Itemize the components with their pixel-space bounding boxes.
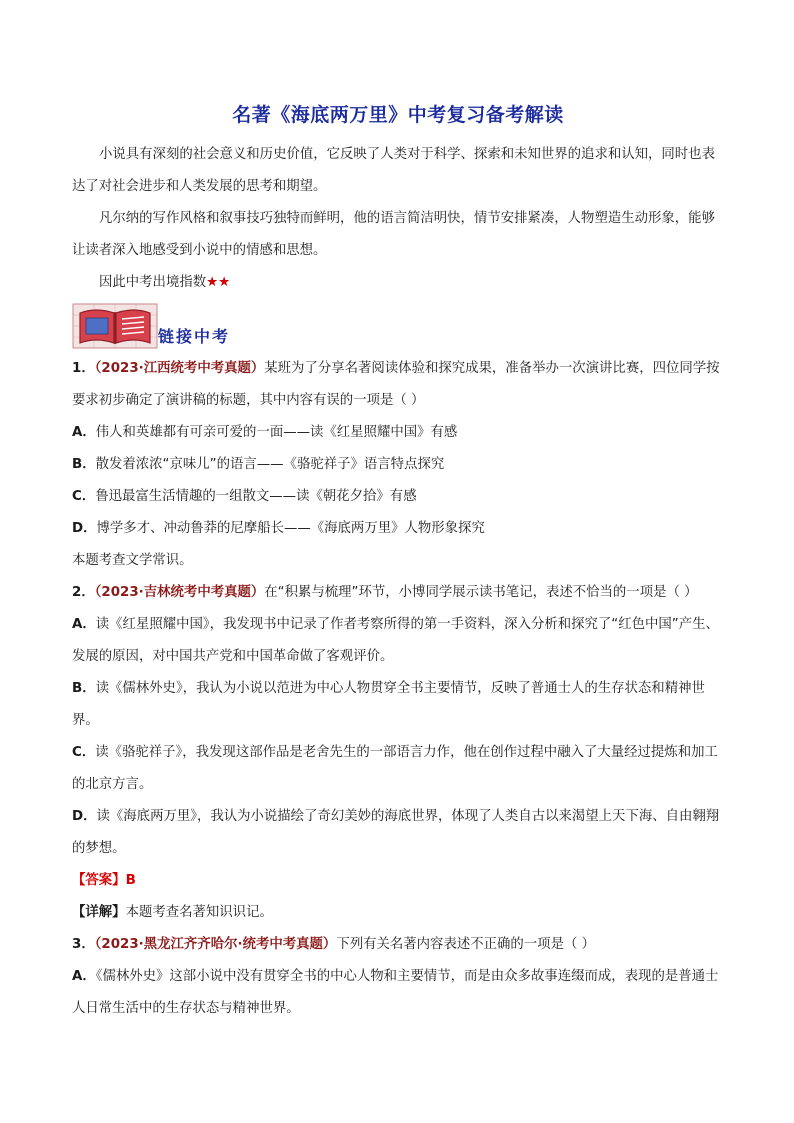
question-stem <box>72 577 724 609</box>
question-3 <box>72 929 724 1025</box>
section-label: 链接中考 <box>158 327 231 346</box>
open-book-icon <box>72 303 158 349</box>
option-a: A．《儒林外史》这部小说中没有贯穿全书的中心人物和主要情节，而是由众多故事连缀而成，表现的是普通士人日常生活中的生存状态与精神世界。 <box>72 969 719 1016</box>
question-text: 在“积累与梳理”环节，小博同学展示读书笔记，表述不恰当的一项是（ ） <box>264 585 698 600</box>
option-a: A．读《红星照耀中国》，我发现书中记录了作者考察所得的第一手资料，深入分析和探究了“红色中国”产生、发展的原因，对中国共产党和中国革命做了客观评价。 <box>72 617 719 664</box>
detail-line <box>72 897 724 929</box>
question-2 <box>72 577 724 929</box>
option-b: B．读《儒林外史》，我认为小说以范进为中心人物贯穿全书主要情节，反映了普通士人的生存状态和精神世界。 <box>72 681 705 728</box>
page-title: 名著《海底两万里》中考复习备考解读 <box>232 104 564 126</box>
question-text: 某班为了分享名著阅读体验和探究成果，准备举办一次演讲比赛，四位同学按要求初步确定了演讲稿的标题，其中内容有误的一项是（ ） <box>72 361 720 408</box>
option-c: C．鲁迅最富生活情趣的一组散文——读《朝花夕拾》有感 <box>72 489 417 504</box>
question-source: （2023·江西统考中考真题） <box>94 361 265 376</box>
intro-paragraph-2: 凡尔纳的写作风格和叙事技巧独特而鲜明，他的语言简洁明快，情节安排紧凑，人物塑造生动形象，能够让读者深入地感受到小说中的情感和思想。 <box>72 211 715 258</box>
intro-paragraph-1: 小说具有深刻的社会意义和历史价值，它反映了人类对于科学、探索和未知世界的追求和认知，同时也表达了对社会进步和人类发展的思考和期望。 <box>72 147 715 194</box>
question-number: 2． <box>72 585 95 600</box>
question-text: 下列有关名著内容表述不正确的一项是（ ） <box>336 937 596 952</box>
option-b: B．散发着浓浓“京味儿”的语言——《骆驼祥子》语言特点探究 <box>72 457 445 472</box>
option-d: D．博学多才、冲动鲁莽的尼摩船长——《海底两万里》人物形象探究 <box>72 521 485 536</box>
document-page <box>72 100 724 1025</box>
question-note: 本题考查文学常识。 <box>72 553 193 568</box>
question-number: 1． <box>72 361 95 376</box>
option-d: D．读《海底两万里》，我认为小说描绘了奇幻美妙的海底世界，体现了人类自古以来渴望上天下海、自由翱翔的梦想。 <box>72 809 720 856</box>
section-header <box>72 299 724 349</box>
answer-line <box>72 865 724 897</box>
question-1 <box>72 353 724 577</box>
option-a: A．伟人和英雄都有可亲可爱的一面——读《红星照耀中国》有感 <box>72 425 458 440</box>
detail-text: 本题考查名著知识识记。 <box>125 905 273 920</box>
exam-index-text: 因此中考出境指数 <box>99 275 207 290</box>
question-stem <box>72 353 724 417</box>
exam-index-stars: ★★ <box>206 275 231 290</box>
question-source: （2023·黑龙江齐齐哈尔·统考中考真题） <box>94 937 337 952</box>
intro-paragraph-3 <box>72 267 724 299</box>
answer-value: B <box>125 873 136 888</box>
question-stem <box>72 929 724 961</box>
question-source: （2023·吉林统考中考真题） <box>94 585 265 600</box>
question-number: 3． <box>72 937 95 952</box>
option-c: C．读《骆驼祥子》，我发现这部作品是老舍先生的一部语言力作，他在创作过程中融入了大量经过提炼和加工的北京方言。 <box>72 745 718 792</box>
detail-label: 【详解】 <box>72 905 126 920</box>
answer-label: 【答案】 <box>72 873 126 888</box>
